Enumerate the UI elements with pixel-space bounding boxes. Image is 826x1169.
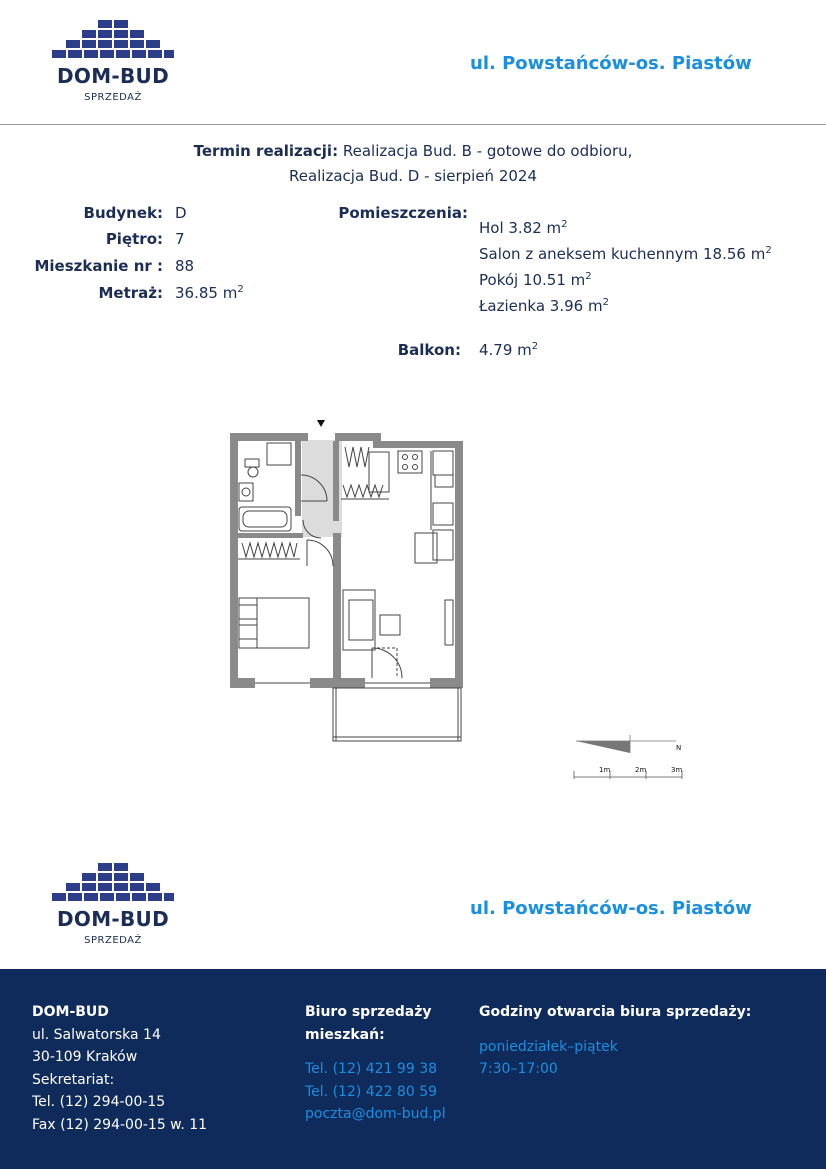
scale-2m: 2m <box>635 766 647 774</box>
footer-hours-heading: Godziny otwarcia biura sprzedaży: <box>479 1004 752 1020</box>
term-value-1: Realizacja Bud. B - gotowe do odbioru, <box>342 142 633 160</box>
building-value: D <box>175 204 187 222</box>
room-hol: Hol 3.82 $m^2$ <box>479 219 568 237</box>
apartment-value: 88 <box>175 257 195 275</box>
footer-secretariat: Sekretariat: <box>32 1071 115 1088</box>
footer-street: ul. Salwatorska 14 <box>32 1026 161 1043</box>
term-line-2: Realizacja Bud. D - sierpień 2024 <box>288 167 538 185</box>
room-salon: Salon z aneksem kuchennym 18.56 $m^2$ <box>479 245 772 263</box>
logo-name: DOM-BUD <box>57 907 169 931</box>
company-logo-bottom <box>52 863 182 953</box>
footer-office-heading-1: Biuro sprzedaży <box>305 1004 432 1020</box>
scale-1m: 1m <box>599 766 611 774</box>
scale-3m: 3m <box>671 766 683 774</box>
area-value: 36.85 $m^2$ <box>175 284 244 302</box>
office-tel-2-link[interactable]: Tel. (12) 422 80 59 <box>305 1083 438 1100</box>
term-line-1 <box>0 142 826 160</box>
header-divider <box>0 124 826 125</box>
rooms-label: Pomieszczenia: <box>338 204 468 222</box>
office-tel-1-link[interactable]: Tel. (12) 421 99 38 <box>305 1061 438 1077</box>
logo-subtitle: SPRZEDAŻ <box>84 935 142 946</box>
footer-office <box>305 1001 446 1126</box>
footer-company <box>32 1001 207 1136</box>
footer-office-heading-2: mieszkań: <box>305 1026 385 1043</box>
building-label: Budynek: <box>83 204 163 222</box>
footer-city: 30-109 Kraków <box>32 1049 138 1065</box>
room-lazienka: Łazienka 3.96 $m^2$ <box>479 297 609 315</box>
footer <box>0 969 826 1169</box>
area-label: Metraż: <box>98 284 163 302</box>
brick-wall-icon <box>52 20 174 68</box>
balcony-value: 4.79 $m^2$ <box>479 341 539 359</box>
footer-fax: Fax (12) 294-00-15 w. 11 <box>32 1116 208 1133</box>
address-footer: ul. Powstańców-os. Piastów <box>470 898 752 919</box>
office-email-link[interactable]: poczta@dom-bud.pl <box>305 1106 446 1122</box>
hours-time: 7:30–17:00 <box>479 1061 558 1077</box>
term-label: Termin realizacji: <box>193 142 339 160</box>
room-pokoj: Pokój 10.51 $m^2$ <box>479 271 592 289</box>
brick-wall-icon <box>52 863 174 911</box>
hours-days: poniedziałek–piątek <box>479 1038 618 1055</box>
floor-label: Piętro: <box>105 230 163 248</box>
north-scale-indicator <box>570 733 690 783</box>
floor-value: 7 <box>175 230 185 248</box>
company-logo <box>52 20 182 110</box>
footer-hours <box>479 1001 751 1081</box>
apartment-label: Mieszkanie nr : <box>34 257 163 275</box>
address-header: ul. Powstańców-os. Piastów <box>470 53 752 74</box>
floor-plan <box>225 415 470 747</box>
logo-name: DOM-BUD <box>57 64 169 88</box>
balcony-label: Balkon: <box>397 341 461 359</box>
logo-subtitle: SPRZEDAŻ <box>84 92 142 103</box>
north-label: N <box>676 744 682 752</box>
footer-company-name: DOM-BUD <box>32 1004 109 1020</box>
footer-tel: Tel. (12) 294-00-15 <box>32 1094 166 1110</box>
